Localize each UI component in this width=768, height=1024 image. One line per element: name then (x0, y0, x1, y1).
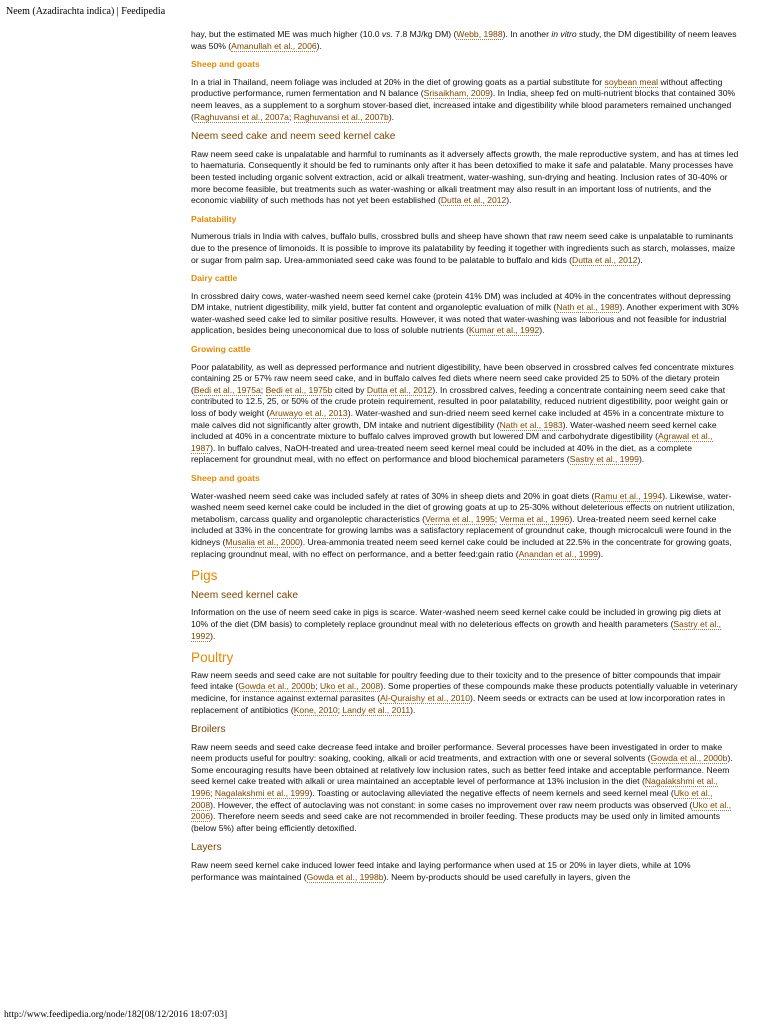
text: ). (388, 111, 395, 122)
article-content (191, 29, 739, 889)
heading-palatability: Palatability (191, 213, 237, 224)
text: In crossbred dairy cows, water-washed neem seed kernel cake (protein 41% DM) was included at 40% in the concentrates without depressing DM intake, nutrient digestibility, milk yield, butter fat content and organoleptic evaluation of milk ( (191, 290, 731, 313)
heading-broilers: Broilers (191, 724, 226, 736)
text: ; (288, 111, 294, 122)
text: ). Water-washed neem seed kernel cake included at 40% in a concentrate mixture to buffalo calves improved growth but lowered DM and carbohydrate digestibility ( (191, 419, 717, 442)
heading-sheep-and-goats: Sheep and goats (191, 473, 260, 483)
text: ). (210, 630, 216, 641)
text: ). Some properties of these compounds make these products potentially valuable in veterinary medicine, for instance against external parasites ( (191, 681, 738, 703)
text: ). (638, 454, 645, 465)
text: ; (494, 513, 500, 524)
paragraph (191, 77, 739, 123)
reference-link[interactable]: Gowda et al., 2000b (650, 753, 728, 764)
reference-link[interactable]: Sastry et al., 1999 (569, 454, 639, 465)
reference-link[interactable]: Kumar et al., 1992 (469, 325, 540, 336)
heading-dairy-cattle: Dairy cattle (191, 273, 238, 284)
reference-link[interactable]: Uko et al., 2006 (191, 799, 732, 822)
reference-link[interactable]: Musalia et al., 2000 (225, 536, 300, 547)
italic-text: in vitro (551, 29, 577, 39)
text: ). (506, 195, 512, 206)
reference-link[interactable]: Agrawal et al., 1987 (191, 431, 713, 453)
reference-link[interactable]: Nath et al., 1989 (556, 302, 620, 313)
paragraph (191, 607, 739, 642)
reference-link[interactable]: Bedi et al., 1975a (193, 384, 261, 395)
paragraph (191, 670, 739, 716)
text: In a trial in Thailand, neem foliage was included at 20% in the diet of growing goats as a partial substitute for (191, 76, 605, 87)
text: ). Likewise, water-washed neem seed kernel cake could be included in the diet of growing goats at up to 25-30% without deleterious effects on nutrient utilization, metabolism, carcass quality and organoleptic characteristics ( (191, 490, 735, 524)
heading-neem-seed-kernel-cake: Neem seed kernel cake (191, 589, 299, 601)
reference-link[interactable]: Gowda et al., 2000b (238, 681, 316, 692)
text: Water-washed neem seed cake was included safely at rates of 30% in sheep diets and 20% in goat diets ( (191, 490, 595, 501)
text: ; (315, 681, 320, 692)
heading-neem-seed-cake-and-neem-seed-kernel-cake: Neem seed cake and neem seed kernel cake (191, 131, 396, 143)
reference-link[interactable]: Nagalakshmi et al., 1999 (214, 788, 310, 799)
text: ). Therefore neem seeds and seed cake are not recommended in broiler feeding. These products may be used only in limited amounts (below 5%) after being efficiently detoxified. (191, 811, 720, 833)
text: ). In India, sheep fed on multi-nutrient blocks that contained 30% neem leaves, as a supplement to a sorghum stover-based diet, increased intake and digestibility while blood parameters remained unchanged ( (191, 88, 736, 122)
text: ). (539, 325, 545, 336)
text: ). In buffalo calves, NaOH-treated and urea-treated neem seed kernel meal could be included at 40% in the diet, as a complete replacement for groundnut meal, with no effect on performance and blood biochemical parameters ( (191, 442, 692, 465)
paragraph (191, 362, 739, 466)
text: ). In another (502, 29, 552, 39)
paragraph (191, 29, 739, 52)
text: ). In crossbred calves, feeding a concentrate containing neem seed cake that contributed to 12.5, 25, or 50% of the crude protein requirement, resulted in poor palatability, reduced nutrient digestibility, poor weight gain or loss of body weight ( (191, 384, 729, 419)
text: ; (260, 384, 266, 395)
reference-link[interactable]: Dutta et al., 2012 (366, 384, 433, 395)
reference-link[interactable]: Landy et al., 2011 (342, 704, 411, 715)
text: ). Urea-treated neem seed kernel cake included at 33% in the concentrate for growing lambs was a satisfactory replacement of groundnut cake, though microcalculi were found in the kidneys ( (191, 513, 732, 547)
reference-link[interactable]: Sastry et al., 1992 (191, 618, 722, 641)
reference-link[interactable]: Amanullah et al., 2006 (231, 40, 317, 51)
reference-link[interactable]: Webb, 1988 (456, 29, 503, 39)
text: ). However, the effect of autoclaving was not constant: in some cases no improvement over raw neem products was observed ( (210, 799, 693, 810)
text: cited by (332, 384, 367, 395)
reference-link[interactable]: Raghuvansi et al., 2007a (193, 111, 289, 122)
reference-link[interactable]: Gowda et al., 1998b (306, 871, 384, 882)
reference-link[interactable]: Aruwayo et al., 2013 (269, 408, 348, 419)
page-header-title: Neem (Azadirachta indica) | Feedipedia (6, 6, 166, 17)
heading-layers: Layers (191, 842, 222, 854)
text: hay, but the estimated ME was much higher (10.0 (191, 29, 382, 39)
text: ). (316, 40, 322, 51)
text: ). (410, 704, 416, 715)
paragraph (191, 742, 739, 835)
text: ). Another experiment with 30% water-washed seed cake led to similar positive results. However, it was noted that water-washing was laborious and not feasible for industrial application, besides being uneconomical due to loss of soluble nutrients ( (191, 302, 739, 336)
text: ). (637, 254, 643, 265)
reference-link[interactable]: Anandan et al., 1999 (518, 548, 598, 559)
text: Poor palatability, as well as depressed performance and nutrient digestibility, have been observed in crossbred calves fed concentrate mixtures containing 25 or 57% raw neem seed cake, and in buffalo calves fed diets where neem seed cake provided 25 to 50% of the dietary protein ( (191, 361, 734, 395)
text: ). Some encouraging results have been obtained at relatively low inclusion rates, such as better feed intake and acceptable performance. Neem seed kernel cake treated with alkali or urea maintained an acceptable level of performance at 13% inclusion in the diet ( (191, 753, 733, 787)
text: Raw neem seeds and seed cake decrease feed intake and broiler performance. Several processes have been investigated in order to make neem products useful for poultry: soaking, cooking, alkali or acid treatments, and extraction with one or several solvents ( (191, 741, 723, 764)
text: ). (597, 548, 604, 559)
paragraph (191, 291, 739, 337)
text: study, the DM digestibility of neem leaves was 50% ( (191, 29, 737, 51)
reference-link[interactable]: Ramu et al., 1994 (594, 490, 663, 501)
italic-text: vs. (381, 29, 393, 39)
paragraph (191, 149, 739, 207)
text: without affecting productive performance, rumen fermentation and N balance ( (191, 76, 723, 99)
reference-link[interactable]: Kone, 2010 (293, 704, 338, 715)
heading-pigs: Pigs (191, 568, 218, 584)
heading-sheep-and-goats: Sheep and goats (191, 59, 260, 70)
text: ). Urea-ammonia treated neem seed kernel cake could be included at 22.5% in the concentrate for growing goats, replacing groundnut meal, with no effect on performance, and a better feed:gain ratio ( (191, 536, 732, 559)
reference-link[interactable]: Nagalakshmi et al., 1996 (191, 776, 718, 799)
paragraph (191, 860, 739, 883)
reference-link[interactable]: Dutta et al., 2012 (440, 195, 507, 206)
reference-link[interactable]: Bedi et al., 1975b (265, 384, 333, 395)
text: ). Neem seeds or extracts can be used at low incorporation rates in replacement of antibiotics ( (191, 692, 726, 715)
reference-link[interactable]: Verma et al., 1996 (499, 513, 570, 524)
reference-link[interactable]: Verma et al., 1995 (425, 513, 495, 524)
text: ; (210, 788, 215, 799)
text: Raw neem seeds and seed cake are not suitable for poultry feeding due to their toxicity and to the presence of bitter compounds that impair feed intake ( (191, 669, 721, 692)
text: Raw neem seed kernel cake induced lower feed intake and laying performance when used at 15 or 20% in layer diets, while at 10% performance was maintained ( (191, 860, 691, 882)
reference-link[interactable]: Al-Quraishy et al., 2010 (380, 692, 470, 703)
reference-link[interactable]: Uko et al., 2008 (191, 788, 713, 810)
text: ). Neem by-products should be used carefully in layers, given the (383, 871, 631, 882)
page-footer-url: http://www.feedipedia.org/node/182[08/12/2016 18:07:03] (4, 1010, 228, 1020)
reference-link[interactable]: Srisaikham, 2009 (423, 88, 491, 99)
reference-link[interactable]: Dutta et al., 2012 (572, 254, 638, 265)
reference-link[interactable]: Raghuvansi et al., 2007b (293, 111, 389, 122)
text: Raw neem seed cake is unpalatable and harmful to ruminants as it adversely affects growth, the male reproductive system, and has at times led to haematuria. Consequently it should be fed to ruminants only after it has been detoxified to make it safe and palatable. Many processes have been tested including organic solvent extraction, acid or alkali treatment, water-washing, sun-drying and heating. Inclusion rates of 30-40% or more become feasible, but treatments such as water-washing or alkali treatment may also result in an important loss of nutrients, and the economic viability of such methods has not yet been established ( (191, 148, 739, 206)
paragraph (191, 491, 739, 561)
text: ). Water-washed and sun-dried neem seed kernel cake included at 45% in a concentrate mixture to male calves did not significantly alter growth, DM intake and nutrient digestibility ( (191, 408, 724, 430)
heading-poultry: Poultry (191, 650, 234, 666)
heading-growing-cattle: Growing cattle (191, 344, 251, 355)
reference-link[interactable]: Uko et al., 2008 (320, 681, 381, 692)
reference-link[interactable]: Nath et al., 1983 (499, 419, 563, 430)
text: 7.8 MJ/kg DM) ( (392, 29, 457, 39)
text: Numerous trials in India with calves, buffalo bulls, crossbred bulls and sheep have shown that raw neem seed cake is unpalatable to ruminants due to the presence of limonoids. It is possible to improve its palatability by feeding it together with ingredients such as starch, molasses, maize or sugar from palm sap. Urea-ammoniated seed cake was found to be palatable to buffalo and kids ( (191, 231, 736, 265)
text: Information on the use of neem seed cake in pigs is scarce. Water-washed neem seed kernel cake could be included in growing pig diets at 10% of the diet (DM basis) to completely replace groundnut meal with no deleterious effects on growth and health parameters ( (191, 607, 721, 629)
paragraph (191, 231, 739, 266)
text: ; (337, 704, 343, 715)
reference-link[interactable]: soybean meal (604, 76, 659, 87)
text: ). Toasting or autoclaving alleviated the negative effects of neem kernels and seed kernel meal ( (309, 788, 674, 799)
